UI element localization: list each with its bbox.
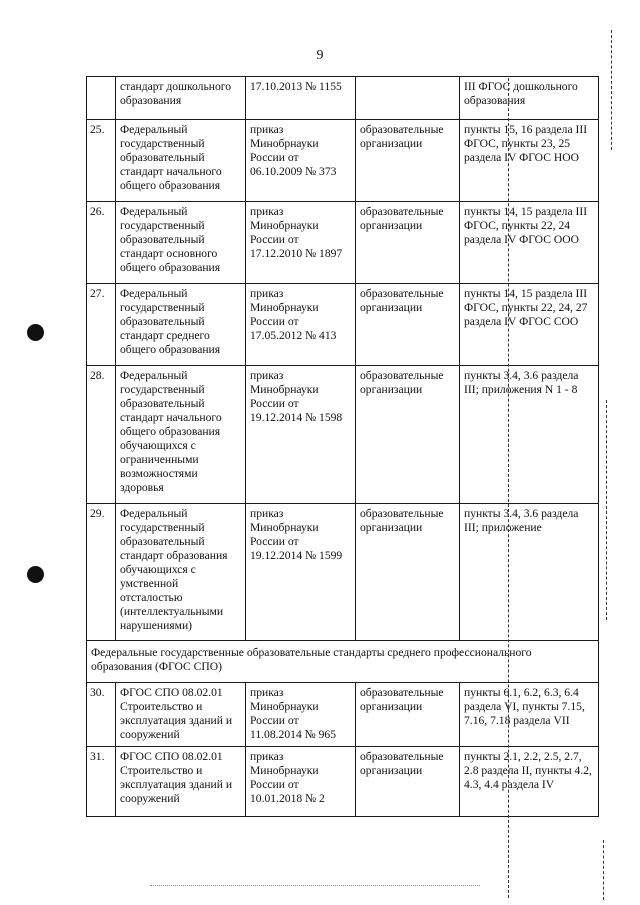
points: III ФГОС дошкольного образования — [460, 77, 599, 120]
row-number — [87, 77, 116, 120]
scope: образовательные организации — [356, 504, 460, 641]
points: пункты 6.1, 6.2, 6.3, 6.4 раздела VI, пункты 7.15, 7.16, 7.18 раздела VII — [460, 683, 599, 747]
standard-name: Федеральный государственный образовательный стандарт образования обучающихся с умственной отсталостью (интеллектуальными нарушениями) — [116, 504, 246, 641]
table-row — [87, 284, 599, 366]
order-reference: приказ Минобрнауки России от 19.12.2014 № 1598 — [246, 366, 356, 504]
order-reference: приказ Минобрнауки России от 17.12.2010 № 1897 — [246, 202, 356, 284]
table-row — [87, 747, 599, 817]
standard-name: стандарт дошкольного образования — [116, 77, 246, 120]
scan-artifact-line — [611, 30, 612, 150]
table-row — [87, 683, 599, 747]
standard-name: Федеральный государственный образовательный стандарт начального общего образования обучающихся с ограниченными возможностями здоровья — [116, 366, 246, 504]
regulations-table — [86, 76, 599, 817]
table-row — [87, 504, 599, 641]
row-number: 27. — [87, 284, 116, 366]
scan-artifact-dots — [150, 885, 480, 887]
standard-name: ФГОС СПО 08.02.01 Строительство и эксплуатация зданий и сооружений — [116, 747, 246, 817]
section-header-row — [87, 641, 599, 683]
punch-hole — [27, 566, 44, 583]
scan-artifact-line — [508, 78, 509, 898]
scope: образовательные организации — [356, 120, 460, 202]
section-header: Федеральные государственные образовательные стандарты среднего профессионального образования (ФГОС СПО) — [87, 641, 599, 683]
table-row — [87, 120, 599, 202]
order-reference: 17.10.2013 № 1155 — [246, 77, 356, 120]
row-number: 31. — [87, 747, 116, 817]
standard-name: Федеральный государственный образовательный стандарт основного общего образования — [116, 202, 246, 284]
scope: образовательные организации — [356, 683, 460, 747]
row-number: 25. — [87, 120, 116, 202]
scope: образовательные организации — [356, 747, 460, 817]
row-number: 30. — [87, 683, 116, 747]
row-number: 26. — [87, 202, 116, 284]
punch-hole — [27, 324, 44, 341]
table-row — [87, 366, 599, 504]
points: пункты 3.4, 3.6 раздела III; приложения N 1 - 8 — [460, 366, 599, 504]
order-reference: приказ Минобрнауки России от 11.08.2014 № 965 — [246, 683, 356, 747]
order-reference: приказ Минобрнауки России от 19.12.2014 № 1599 — [246, 504, 356, 641]
order-reference: приказ Минобрнауки России от 10.01.2018 № 2 — [246, 747, 356, 817]
table-row — [87, 202, 599, 284]
standard-name: Федеральный государственный образовательный стандарт среднего общего образования — [116, 284, 246, 366]
order-reference: приказ Минобрнауки России от 06.10.2009 № 373 — [246, 120, 356, 202]
scope: образовательные организации — [356, 284, 460, 366]
scope — [356, 77, 460, 120]
points: пункты 3.4, 3.6 раздела III; приложение — [460, 504, 599, 641]
row-number: 29. — [87, 504, 116, 641]
points: пункты 2.1, 2.2, 2.5, 2.7, 2.8 раздела II, пункты 4.2, 4.3, 4.4 раздела IV — [460, 747, 599, 817]
table-row — [87, 77, 599, 120]
page-number: 9 — [316, 48, 324, 63]
row-number: 28. — [87, 366, 116, 504]
scope: образовательные организации — [356, 202, 460, 284]
points: пункты 14, 15 раздела III ФГОС, пункты 22, 24 раздела IV ФГОС ООО — [460, 202, 599, 284]
scan-artifact-line — [606, 400, 607, 620]
points: пункты 14, 15 раздела III ФГОС, пункты 22, 24, 27 раздела IV ФГОС СОО — [460, 284, 599, 366]
scan-artifact-line — [603, 840, 604, 900]
scope: образовательные организации — [356, 366, 460, 504]
points: пункты 15, 16 раздела III ФГОС, пункты 23, 25 раздела IV ФГОС НОО — [460, 120, 599, 202]
standard-name: ФГОС СПО 08.02.01 Строительство и эксплуатация зданий и сооружений — [116, 683, 246, 747]
order-reference: приказ Минобрнауки России от 17.05.2012 № 413 — [246, 284, 356, 366]
standard-name: Федеральный государственный образовательный стандарт начального общего образования — [116, 120, 246, 202]
